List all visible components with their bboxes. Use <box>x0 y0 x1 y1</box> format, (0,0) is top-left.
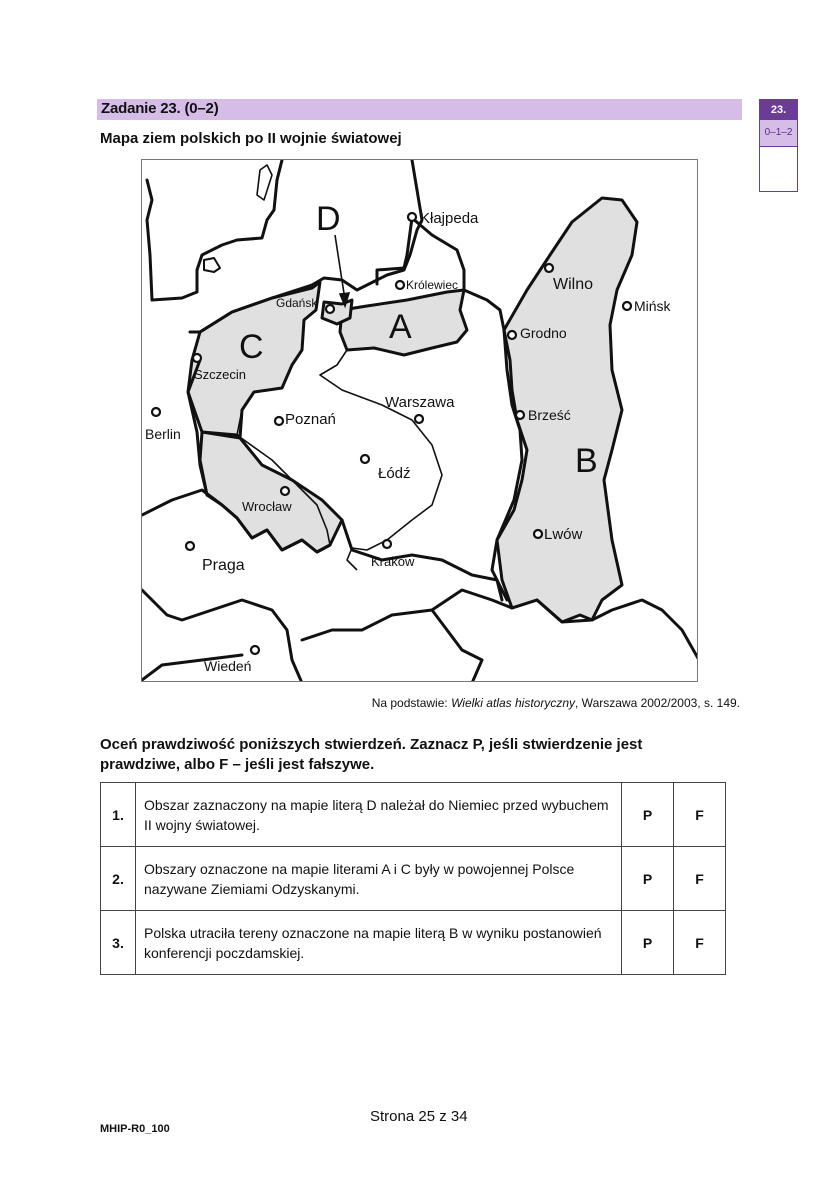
true-option[interactable]: P <box>622 911 674 975</box>
score-task-number: 23. <box>760 100 797 120</box>
true-false-table <box>100 782 726 975</box>
city-label-minsk: Mińsk <box>634 298 671 314</box>
page-number: Strona 25 z 34 <box>370 1108 468 1125</box>
city-marker-lwow <box>534 530 542 538</box>
true-option[interactable]: P <box>622 783 674 847</box>
region-letter-a: A <box>389 308 412 346</box>
border-scandinavia <box>147 160 282 300</box>
city-marker-brzesc <box>516 411 524 419</box>
map-graphic <box>142 160 698 682</box>
task-header <box>97 99 742 120</box>
historical-map <box>141 159 698 682</box>
city-marker-krolewiec <box>396 281 404 289</box>
table-row <box>101 911 726 975</box>
city-label-lodz: Łódź <box>378 465 411 482</box>
source-title: Wielki atlas historyczny <box>451 696 576 710</box>
city-label-gdansk: Gdańsk <box>276 296 318 310</box>
city-marker-praga <box>186 542 194 550</box>
border-carpathian <box>432 610 482 682</box>
city-marker-warszawa <box>415 415 423 423</box>
city-marker-minsk <box>623 302 631 310</box>
region-letter-b: B <box>575 442 598 480</box>
true-option[interactable]: P <box>622 847 674 911</box>
table-row <box>101 783 726 847</box>
false-option[interactable]: F <box>674 847 726 911</box>
city-marker-lodz <box>361 455 369 463</box>
region-letter-c: C <box>239 328 264 366</box>
city-marker-gdansk <box>326 305 334 313</box>
border-south-east <box>302 590 698 660</box>
city-label-wieden: Wiedeń <box>204 658 252 674</box>
city-label-grodno: Grodno <box>520 325 567 341</box>
city-label-lwow: Lwów <box>544 526 583 543</box>
city-marker-szczecin <box>193 354 201 362</box>
city-label-wilno: Wilno <box>553 276 594 293</box>
table-row <box>101 847 726 911</box>
city-label-krolewiec: Królewiec <box>406 278 459 292</box>
river-vistula <box>320 350 442 570</box>
border-island <box>204 258 220 272</box>
city-label-wroclaw: Wrocław <box>242 499 292 514</box>
statement-number: 3. <box>101 911 136 975</box>
statement-text: Polska utraciła tereny oznaczone na mapie literą B w wyniku postanowień konferencji poczdamskiej. <box>136 911 622 975</box>
exam-code: MHIP-R0_100 <box>100 1123 170 1135</box>
score-box <box>759 99 798 192</box>
task-instruction: Oceń prawdziwość poniższych stwierdzeń. Zaznacz P, jeśli stwierdzenie jest prawdziwe, albo F – jeśli jest fałszywe. <box>100 736 643 773</box>
score-entry-field[interactable] <box>760 147 797 192</box>
city-marker-wroclaw <box>281 487 289 495</box>
city-marker-klajpeda <box>408 213 416 221</box>
score-range: 0–1–2 <box>760 120 797 147</box>
border-poland-south <box>342 520 502 600</box>
source-suffix: , Warszawa 2002/2003, s. 149. <box>575 696 740 710</box>
city-label-praga: Praga <box>202 557 245 574</box>
city-marker-berlin <box>152 408 160 416</box>
city-label-berlin: Berlin <box>145 426 181 442</box>
false-option[interactable]: F <box>674 911 726 975</box>
map-source <box>372 696 740 710</box>
statement-text: Obszar zaznaczony na mapie literą D należał do Niemiec przed wybuchem II wojny światowej. <box>136 783 622 847</box>
city-marker-krakow <box>383 540 391 548</box>
source-prefix: Na podstawie: <box>371 696 452 710</box>
city-marker-grodno <box>508 331 516 339</box>
city-marker-wieden <box>251 646 259 654</box>
vistula-spit <box>257 165 272 200</box>
city-marker-wilno <box>545 264 553 272</box>
arrow-d-line <box>335 235 345 300</box>
city-label-poznan: Poznań <box>285 411 336 428</box>
statement-number: 1. <box>101 783 136 847</box>
city-marker-poznan <box>275 417 283 425</box>
city-label-szczecin: Szczecin <box>194 367 247 382</box>
city-label-klajpeda: Kłajpeda <box>420 210 479 227</box>
statement-text: Obszary oznaczone na mapie literami A i C były w powojennej Polsce nazywane Ziemiami Odzyskanymi. <box>136 847 622 911</box>
task-title: Zadanie 23. (0–2) <box>101 100 219 117</box>
city-label-krakow: Kraków <box>371 554 415 569</box>
false-option[interactable]: F <box>674 783 726 847</box>
city-label-warszawa: Warszawa <box>385 394 455 411</box>
city-label-brzesc: Brześć <box>528 407 571 423</box>
statement-number: 2. <box>101 847 136 911</box>
map-title: Mapa ziem polskich po II wojnie światowej <box>100 130 402 147</box>
region-letter-d: D <box>316 200 341 238</box>
